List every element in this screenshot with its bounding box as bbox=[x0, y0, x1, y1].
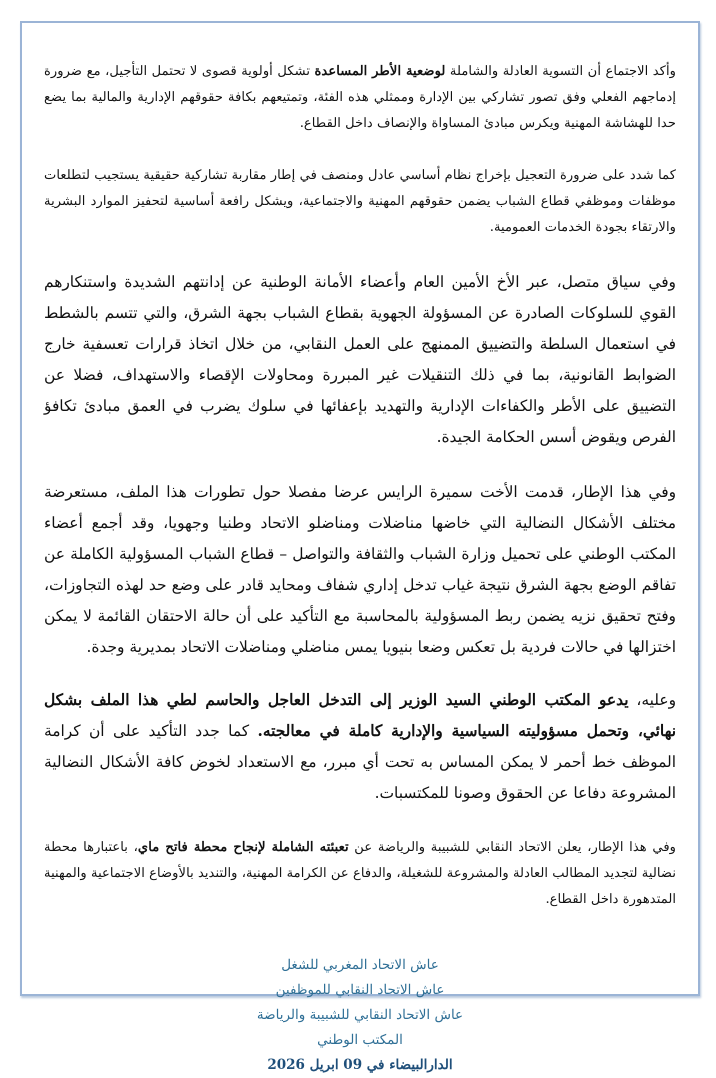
p6-seg-0: وفي هذا الإطار، يعلن الاتحاد النقابي للشبيبة والرياضة عن bbox=[348, 840, 676, 855]
p5-seg-1-bold: يدعو المكتب الوطني السيد الوزير إلى التدخل العاجل والحاسم لطي هذا الملف بشكل نهائي، وتحمل مسؤوليته السياسية والإدارية كاملة في معالجته. bbox=[44, 691, 676, 740]
p6-seg-2: ، باعتبارها محطة نضالية لتجديد المطالب العادلة والمشروعة للشغيلة، والدفاع عن الكرامة المهنية، والتنديد بالأوضاع الاجتماعية والمهنية المتدهورة داخل القطاع. bbox=[44, 840, 676, 907]
document-body bbox=[44, 59, 676, 1078]
footer-date: الدارالبيضاء في 09 ابريل 2026 bbox=[267, 1057, 453, 1073]
footer-line-national-bureau: المكتب الوطني bbox=[317, 1032, 403, 1048]
p2-seg-0: كما شدد على ضرورة التعجيل بإخراج نظام أساسي عادل ومنصف في إطار مقاربة تشاركية حقيقية يستجيب لتطلعات موظفات وموظفي قطاع الشباب يضمن حقوقهم المهنية والاجتماعية، ويشكل رافعة أساسية لتحفيز الموارد البشرية والارتقاء بجودة الخدمات العمومية. bbox=[44, 168, 676, 235]
paragraph-statute bbox=[44, 163, 676, 241]
footer-line-employees-union: عاش الاتحاد النقابي للموظفين bbox=[275, 982, 445, 998]
p4-seg-0: وفي هذا الإطار، قدمت الأخت سميرة الرايس عرضا مفصلا حول تطورات هذا الملف، مستعرضة مختلف الأشكال النضالية التي خاضها مناضلات ومناضلو الاتحاد وطنيا وجهويا، وقد أجمع أعضاء المكتب الوطني على تحميل وزارة الشباب والثقافة والتواصل – قطاع الشباب المسؤولية الكاملة عن تفاقم الوضع بجهة الشرق نتيجة غياب تدخل إداري شفاف ومحايد قادر على وضع حد لهذه التجاوزات، وفتح تحقيق نزيه يضمن ربط المسؤولية بالمحاسبة مع التأكيد على أن حالة الاحتقان القائمة لا يمكن اختزالها في حالات فردية بل تعكس وضعا بنيويا يمس مناضلي ومناضلات الاتحاد بمديرية وجدة. bbox=[44, 483, 676, 656]
footer-line-umt: عاش الاتحاد المغربي للشغل bbox=[281, 957, 439, 973]
paragraph-call-to-minister bbox=[44, 685, 676, 809]
p1-seg-2: تشكل أولوية قصوى لا تحتمل التأجيل، مع ضرورة إدماجهم الفعلي وفق تصور تشاركي بين الإدارة وممثلي هذه الفئة، وتمتيعهم بكافة حقوقهم الإدارية والمالية بما يضع حدا للهشاشة المهنية ويكرس مبادئ المساواة والإنصاف داخل القطاع. bbox=[44, 64, 676, 131]
p1-seg-0: وأكد الاجتماع أن التسوية العادلة والشاملة bbox=[445, 64, 676, 79]
p5-seg-2: كما جدد التأكيد على أن كرامة الموظف خط أحمر لا يمكن المساس به تحت أي مبرر، مع الاستعداد لخوض كافة الأشكال النضالية المشروعة دفاعا عن الحقوق وصونا للمكتسبات. bbox=[44, 722, 676, 802]
p3-seg-0: وفي سياق متصل، عبر الأخ الأمين العام وأعضاء الأمانة الوطنية عن إدانتهم الشديدة واستنكارهم القوي للسلوكات الصادرة عن المسؤولة الجهوية بقطاع الشباب بجهة الشرق، والتي تتسم بالشطط في استعمال السلطة والتضييق الممنهج على العمل النقابي، من خلال اتخاذ قرارات تعسفية خارج الضوابط القانونية، بما في ذلك التنقيلات غير المبررة ومحاولات الإقصاء والاستهداف، فضلا عن التضييق على الأطر والكفاءات الإدارية والتهديد بإعفائها في سلوك يضرب في العمق مبادئ تكافؤ الفرص ويقوض أسس الحكامة الجيدة. bbox=[44, 273, 676, 446]
footer-line-youth-sports-union: عاش الاتحاد النقابي للشبيبة والرياضة bbox=[256, 1007, 464, 1023]
paragraph-eastern-region bbox=[44, 267, 676, 453]
paragraph-presentation bbox=[44, 477, 676, 663]
p6-seg-1-bold: تعبئته الشاملة لإنجاح محطة فاتح ماي bbox=[137, 840, 349, 855]
paragraph-may-day bbox=[44, 835, 676, 913]
p5-seg-0: وعليه، bbox=[628, 691, 677, 709]
signature-block bbox=[44, 953, 676, 1078]
document-page-frame bbox=[20, 21, 700, 1073]
paragraph-assistant-staff bbox=[44, 59, 676, 137]
p1-seg-1-bold: لوضعية الأطر المساعدة bbox=[314, 64, 446, 79]
